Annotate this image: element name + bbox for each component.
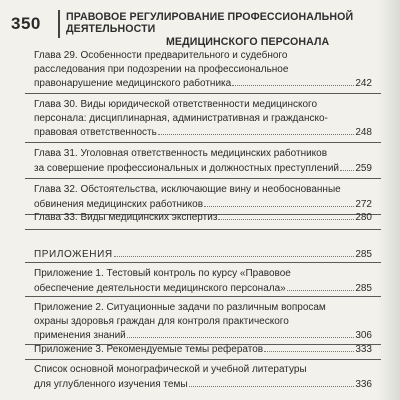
running-title-line-1: ПРАВОВОЕ РЕГУЛИРОВАНИЕ ПРОФЕССИОНАЛЬНОЙ ДЕЯТЕЛЬНОСТИ <box>66 11 354 36</box>
toc-entry-appendix-1[interactable] <box>34 267 372 295</box>
page-edge-shadow <box>378 0 400 400</box>
toc-entry-chapter-33[interactable] <box>34 210 372 225</box>
toc-entry-text: Список основной монографической и учебной литературы <box>34 364 307 375</box>
toc-entry-bibliography[interactable] <box>34 363 372 391</box>
toc-page-number: 272 <box>355 198 372 210</box>
toc-entry-chapter-32[interactable] <box>34 183 372 211</box>
running-header <box>0 8 392 48</box>
toc-entry-text: Глава 29. Особенности предварительного и судебного <box>34 50 288 61</box>
toc-page-number: 306 <box>355 330 372 341</box>
entry-divider <box>25 93 381 94</box>
toc-entry-chapter-30[interactable] <box>34 98 372 140</box>
toc-entry-text: охраны здоровья граждан для контроля практического <box>34 315 289 327</box>
entry-divider <box>25 296 381 297</box>
toc-entry-text: Глава 31. Уголовная ответственность медицинских работников <box>34 148 328 159</box>
dot-leader <box>340 161 354 171</box>
toc-entry-appendix-3[interactable] <box>34 342 372 357</box>
toc-entry-text: Приложение 2. Ситуационные задачи по различным вопросам <box>34 302 326 313</box>
toc-entry-text: персонала: дисциплинарная, административная и гражданско- <box>34 112 328 124</box>
toc-page-number: 259 <box>355 162 372 174</box>
header-vertical-rule <box>58 10 60 38</box>
dot-leader <box>158 125 355 135</box>
entry-divider <box>25 229 381 230</box>
dot-leader <box>114 247 355 257</box>
toc-page-number: 285 <box>355 249 372 260</box>
entry-divider <box>25 262 381 263</box>
toc-page-number: 242 <box>355 78 372 89</box>
toc-entry-text: правонарушение медицинского работника <box>34 78 232 89</box>
toc-page-number: 285 <box>355 282 372 294</box>
toc-entry-text: Глава 33. Виды медицинских экспертиз <box>34 212 218 223</box>
dot-leader <box>127 328 355 338</box>
toc-entry-appendices-heading[interactable] <box>34 247 372 262</box>
toc-page-number: 248 <box>355 127 372 138</box>
entry-divider <box>25 142 381 143</box>
entry-divider <box>25 359 381 360</box>
toc-entry-text: Глава 30. Виды юридической ответственности медицинского <box>34 99 318 110</box>
toc-entry-text: применения знаний <box>34 330 126 341</box>
entry-divider <box>25 178 381 179</box>
toc-entry-text: Приложение 1. Тестовый контроль по курсу «Правовое <box>34 268 291 279</box>
toc-page-number: 333 <box>355 344 372 355</box>
appendices-heading: ПРИЛОЖЕНИЯ <box>34 249 113 260</box>
toc-entry-chapter-29[interactable] <box>34 49 372 91</box>
running-title <box>66 11 390 48</box>
toc-entry-appendix-2[interactable] <box>34 301 372 343</box>
toc-entry-chapter-31[interactable] <box>34 147 372 175</box>
page-number: 350 <box>11 14 41 33</box>
toc-page-number: 280 <box>355 212 372 223</box>
dot-leader <box>287 281 355 291</box>
running-title-line-2: МЕДИЦИНСКОГО ПЕРСОНАЛА <box>166 35 330 48</box>
toc-entry-text: правовая ответственность <box>34 127 157 138</box>
toc-entry-text: обвинения медицинских работников <box>34 198 204 210</box>
toc-entry-text: за совершение профессиональных и должностных преступлений <box>34 162 339 174</box>
dot-leader <box>204 197 354 207</box>
dot-leader <box>189 377 355 387</box>
dot-leader <box>232 76 354 86</box>
dot-leader <box>218 210 354 220</box>
toc-page-number: 336 <box>355 378 372 390</box>
toc-entry-text: расследования при подозрении на профессиональное <box>34 63 289 75</box>
toc-entry-text: обеспечение деятельности медицинского персонала» <box>34 282 286 294</box>
dot-leader <box>264 342 354 352</box>
toc-entry-text: для углубленного изучения темы <box>34 378 188 390</box>
toc-entry-text: Приложение 3. Рекомендуемые темы рефератов <box>34 344 264 355</box>
toc-entry-text: Глава 32. Обстоятельства, исключающие вину и необоснованные <box>34 184 341 195</box>
